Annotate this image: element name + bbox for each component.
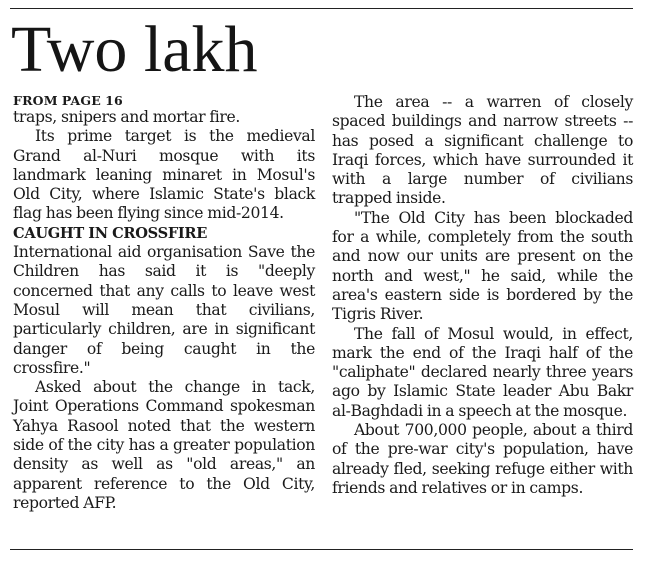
subhead: CAUGHT IN CROSSFIRE (13, 224, 208, 242)
paragraph-2: Its prime target is the medieval Grand al-Nuri mosque with its landmark leaning minaret in Mosul's Old City, where Islamic State's black flag has been flying since mid-2014. (13, 127, 315, 223)
headline: Two lakh (11, 13, 258, 86)
left-column (13, 93, 315, 513)
bottom-rule (10, 549, 633, 550)
paragraph-5: The area -- a warren of closely spaced buildings and narrow streets -- has posed a significant challenge to Iraqi forces, which have surrounded it with a large number of civilians trapped inside. (332, 93, 633, 208)
paragraph-3: International aid organisation Save the Children has said it is "deeply concerned that any calls to leave west Mosul will mean that civilians, particularly children, are in significant danger of being caught in the crossfire." (13, 243, 315, 377)
paragraph-6: "The Old City has been blockaded for a while, completely from the south and now our units are present on the north and west," he said, while the area's eastern side is bordered by the Tigris River. (332, 208, 633, 324)
right-column (332, 93, 633, 498)
top-rule (10, 8, 633, 9)
paragraph-4: Asked about the change in tack, Joint Operations Command spokesman Yahya Rasool noted that the western side of the city has a greater population density as well as "old areas," an apparent reference to the Old City, reported AFP. (13, 378, 315, 512)
paragraph-8: About 700,000 people, about a third of the pre-war city's population, have already fled, seeking refuge either with friends and relatives or in camps. (332, 421, 633, 497)
continued-from-label: FROM PAGE 16 (13, 93, 123, 108)
paragraph-7: The fall of Mosul would, in effect, mark the end of the Iraqi half of the "caliphate" declared nearly three years ago by Islamic State leader Abu Bakr al-Baghdadi in a speech at the mosque. (332, 324, 633, 420)
paragraph-1: traps, snipers and mortar fire. (13, 108, 241, 126)
